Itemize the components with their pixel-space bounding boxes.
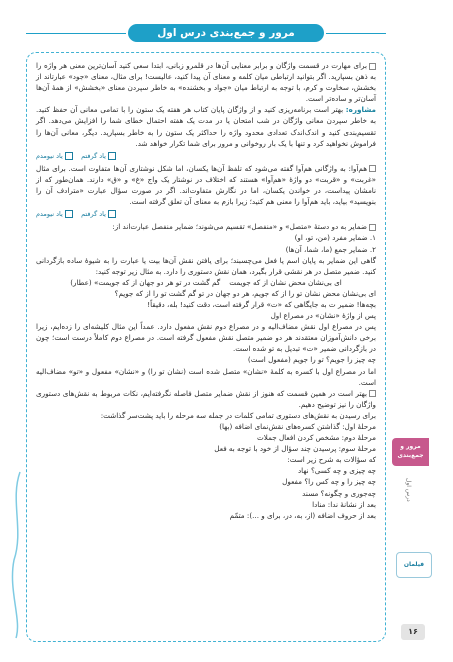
paragraph-text: بهتر است برنامه‌ریزی کنید و از واژگان پایان کتاب هر هفته یک ستون را با تمامی معانی آن حفظ کنید. به خاطر سپردن معانی واژگان در شب امتحان یا در مدت یک هفته احتمال خطای شما را افزایش می‌دهد. اگر تقسیم‌بندی کنید و اندک‌اندک تعدادی محدود واژه را حداکثر یک ستون را به خاطر بسپارید. دیگر، معانی آن‌ها را فراموش نخواهید کرد و تنها با یک بار روخوانی و مرور برای شما تکرار خواهد شد. [36, 105, 376, 148]
list-item: ۲. ضمایر جمع (ما، شما، آن‌ها) [285, 244, 376, 254]
title-bar [0, 24, 453, 44]
bullet-square-icon [369, 63, 376, 70]
paragraph: ای بی‌نشان محض نشان تو را از که جویم، هر دو جهان در تو گم گشت تو را از که جویم؟ [114, 288, 376, 298]
checkbox-learned[interactable] [81, 151, 116, 162]
bullet-square-icon [369, 390, 376, 397]
decorative-curl-icon [6, 470, 26, 640]
list-item: ۱. ضمایر مفرد (من، تو، او) [294, 233, 376, 243]
section-tab[interactable] [392, 438, 429, 466]
section-tab-line1: مرور و [400, 443, 421, 450]
checkbox-icon [108, 210, 116, 218]
list-item: بعد از حروف اضافه (از، به، در، برای و ...): متمّم [229, 510, 376, 520]
paragraph [36, 60, 376, 104]
list-item: مرحلهٔ سوم: پرسیدن چند سؤال از خود با توجه به فعل [214, 444, 376, 454]
checkbox-label: یاد گرفتم [81, 210, 106, 219]
list-item: چه چیزی و چه کسی؟ نهاد [297, 466, 376, 476]
checkbox-not-learned[interactable] [36, 209, 73, 220]
bullet-square-icon [369, 165, 376, 172]
checkbox-icon [65, 210, 73, 218]
checkbox-learned[interactable] [81, 209, 116, 220]
title-rule-right [326, 33, 386, 34]
paragraph [36, 221, 376, 232]
list-item: بعد از نشانهٔ ندا: منادا [312, 499, 376, 509]
publisher-logo: فیلمان [396, 552, 432, 578]
paragraph: پس از واژهٔ «نشان» در مصراع اول [270, 311, 376, 321]
title-rule-left [26, 33, 126, 34]
paragraph: که سؤالات به شرح زیر است: [287, 455, 376, 465]
section-tab-line2: جمع‌بندی [397, 452, 424, 459]
paragraph [36, 104, 376, 148]
check-row [36, 208, 376, 220]
paragraph-text: بهتر است در همین قسمت که هنوز از نقش ضمایر متصل فاصله نگرفته‌ایم، نکات مربوط به نقش‌های دستوری واژگان را نیز توضیح دهیم. [36, 388, 376, 409]
checkbox-icon [108, 152, 116, 160]
paragraph: بچه‌ها! ضمیر ت به جایگاهی که «ت» قرار گرفته است، دقت کنید! بله، دقیقاً! [147, 299, 376, 309]
page-number: ۱۶ [401, 624, 425, 640]
list-item: چه چیز را و چه کس را؟ مفعول [282, 477, 376, 487]
checkbox-icon [65, 152, 73, 160]
paragraph: اما در مصراع اول با کسره به کلمهٔ «نشان» متصل شده است (نشان تو را) و «نشان» مفعول و «تو» مضاف‌الیه است. [36, 366, 376, 387]
bullet-square-icon [369, 224, 376, 231]
paragraph-text: هم‌آوا: به واژگانی هم‌آوا گفته می‌شود که تلفظ آن‌ها یکسان، اما شکل نوشتاری آن‌ها متفاوت است. برای مثال «غربت» و «قربت» دو واژهٔ «هم‌آوا» هستند که اختلاف در نوشتار یک واج «غ» و «ق» دارند. همان‌طور که از نامشان پیداست، در خواندن یکسان، اما در نگارش متفاوت‌اند. اگر در صورت سؤال عبارت «مترادف آن را بنویسید» بیاید، باید هم‌آوا را معنی هم کنید؛ زیرا بازم به معنای آن تعلق گرفته است. [36, 163, 376, 207]
verse-hemistich-right: ای بی‌نشان محض نشان از که جویمت [229, 277, 342, 287]
paragraph: برای رسیدن به نقش‌های دستوری تمامی کلمات در جمله سه مرحله را باید پشت‌سر گذاشت: [100, 410, 376, 420]
checkbox-not-learned[interactable] [36, 151, 73, 162]
verse-hemistich-left: گم گشت در تو هر دو جهان از که جویمت» (عطار) [70, 277, 221, 287]
verse [36, 277, 376, 288]
checkbox-label: یاد نیومدم [36, 210, 63, 219]
checkbox-label: یاد نیومدم [36, 151, 63, 160]
checkbox-label: یاد گرفتم [81, 151, 106, 160]
content-body [36, 60, 376, 521]
page-title: مرور و جمع‌بندی درس اول [128, 24, 324, 42]
label-tip: مشاوره: [345, 105, 376, 115]
check-row [36, 150, 376, 162]
paragraph-text: برای مهارت در قسمت واژگان و برابر معنایی آن‌ها در قلمرو زبانی، ابتدا سعی کنید آسان‌ترین معنی هر واژه را به ذهن بسپارید. اگر بتوانید ارتباطی میان کلمه و معنای آن پیدا کنید، عالیست! برای مثال، معنای «جود» عبارتاند از بخشش، سخاوت و کرم، با توجه به ارتباط میان «جواد و بخشنده» به خاطر سپردن معنای «بخشش» از همهٔ آن‌ها آسان‌تر و ساده‌تر است. [36, 61, 376, 104]
list-item: مرحلهٔ اول: گذاشتن کسره‌های نقش‌نمای اضافه (بها) [219, 422, 376, 431]
paragraph: چه چیز را جویم؟ تو را جویم (مفعول است) [247, 355, 376, 365]
paragraph [36, 388, 376, 410]
paragraph: پس در مصراع اول نقش مضاف‌الیه و در مصراع دوم نقش مفعول دارد. عمداً این مثال کلیشه‌ای را زده‌ایم، زیرا برخی دانش‌آموزان معتقدند هر دو ضمیر متصل نقش مفعول گرفته است. در مصراع دوم کاملاً درست است؛ چون در بازگردانی ضمیر «ت» تبدیل به تو شده است. [36, 322, 376, 354]
paragraph-text: ضمایر به دو دستهٔ «متصل» و «منفصل» تقسیم می‌شوند؛ ضمایر منفصل عبارت‌اند از: [112, 222, 367, 232]
paragraph: گاهی این ضمایر به پایان اسم یا فعل می‌چسبند؛ برای یافتن نقش آن‌ها بیت یا عبارت را به شیوهٔ ساده بازگردانی کنید. ضمیر متصل در هر نقشی قرار بگیرد، همان نقش دستوری را دارد. به مثال زیر توجه کنید: [36, 255, 376, 276]
paragraph [36, 163, 376, 207]
section-label: درس اول [405, 478, 412, 502]
list-item: مرحلهٔ دوم: مشخص کردن افعال جملات [257, 433, 376, 443]
list-item: چه‌جوری و چگونه؟ مسند [302, 488, 376, 498]
